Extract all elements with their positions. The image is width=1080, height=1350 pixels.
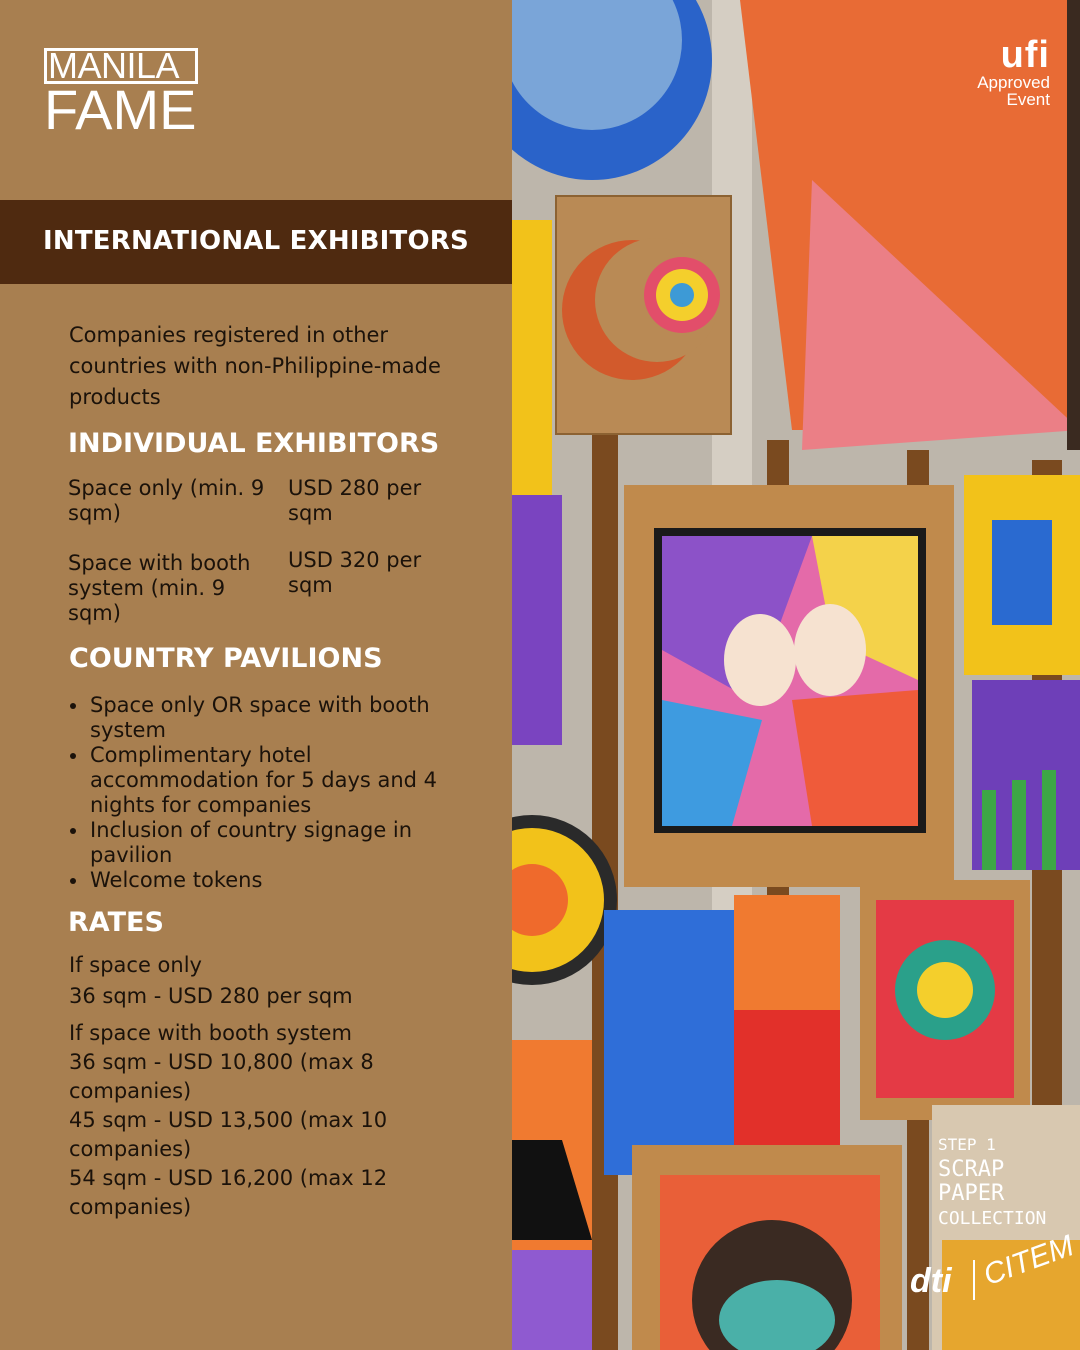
logo-line-2: FAME — [44, 78, 197, 141]
rate-value-booth-system: USD 320 per sqm — [288, 548, 422, 597]
list-item: Welcome tokens — [90, 868, 480, 893]
list-item: Space only OR space with booth system — [90, 693, 480, 743]
space-only-heading: If space only — [69, 953, 202, 977]
sign-step: STEP 1 — [938, 1135, 996, 1154]
title-banner — [0, 200, 512, 284]
rate-label-booth-system: Space with booth system (min. 9 sqm) — [68, 551, 251, 625]
rate-label-space-only: Space only (min. 9 sqm) — [68, 476, 265, 525]
pavilion-benefits-list — [90, 693, 480, 893]
artwork-photo — [512, 0, 1080, 1350]
space-only-rate: 36 sqm - USD 280 per sqm — [69, 984, 353, 1008]
sign-scrap: SCRAP — [938, 1157, 1005, 1182]
ufi-event-text: Event — [1006, 90, 1050, 109]
booth-system-heading: If space with booth system — [69, 1021, 352, 1045]
list-item: Inclusion of country signage in pavilion — [90, 818, 480, 868]
individual-exhibitors-heading: INDIVIDUAL EXHIBITORS — [68, 428, 440, 459]
ufi-logo: ufi — [1000, 34, 1050, 76]
list-item: Complimentary hotel accommodation for 5 days and 4 nights for companies — [90, 743, 480, 818]
intro-text: Companies registered in other countries with non-Philippine-made products — [69, 323, 441, 409]
rates-heading: RATES — [68, 907, 164, 938]
page-title: INTERNATIONAL EXHIBITORS — [43, 226, 469, 256]
logo-divider — [973, 1260, 975, 1300]
ufi-approved-badge — [960, 36, 1050, 108]
sign-collection: COLLECTION — [938, 1208, 1047, 1229]
country-pavilions-heading: COUNTRY PAVILIONS — [69, 643, 383, 674]
sign-paper: PAPER — [938, 1181, 1005, 1206]
info-panel — [0, 0, 512, 1350]
artwork-illustration — [512, 0, 1080, 1350]
booth-rate-54: 54 sqm - USD 16,200 (max 12 companies) — [69, 1166, 388, 1219]
booth-rate-45: 45 sqm - USD 13,500 (max 10 companies) — [69, 1108, 388, 1161]
manila-fame-logo — [44, 45, 198, 141]
booth-rate-36: 36 sqm - USD 10,800 (max 8 companies) — [69, 1050, 374, 1103]
logo-line-1: MANILA — [44, 48, 198, 84]
dti-logo: dti — [910, 1262, 952, 1300]
citem-logo: CITEM — [979, 1229, 1079, 1293]
rate-value-space-only: USD 280 per sqm — [288, 476, 422, 525]
ufi-approved-text: Approved — [977, 73, 1050, 92]
